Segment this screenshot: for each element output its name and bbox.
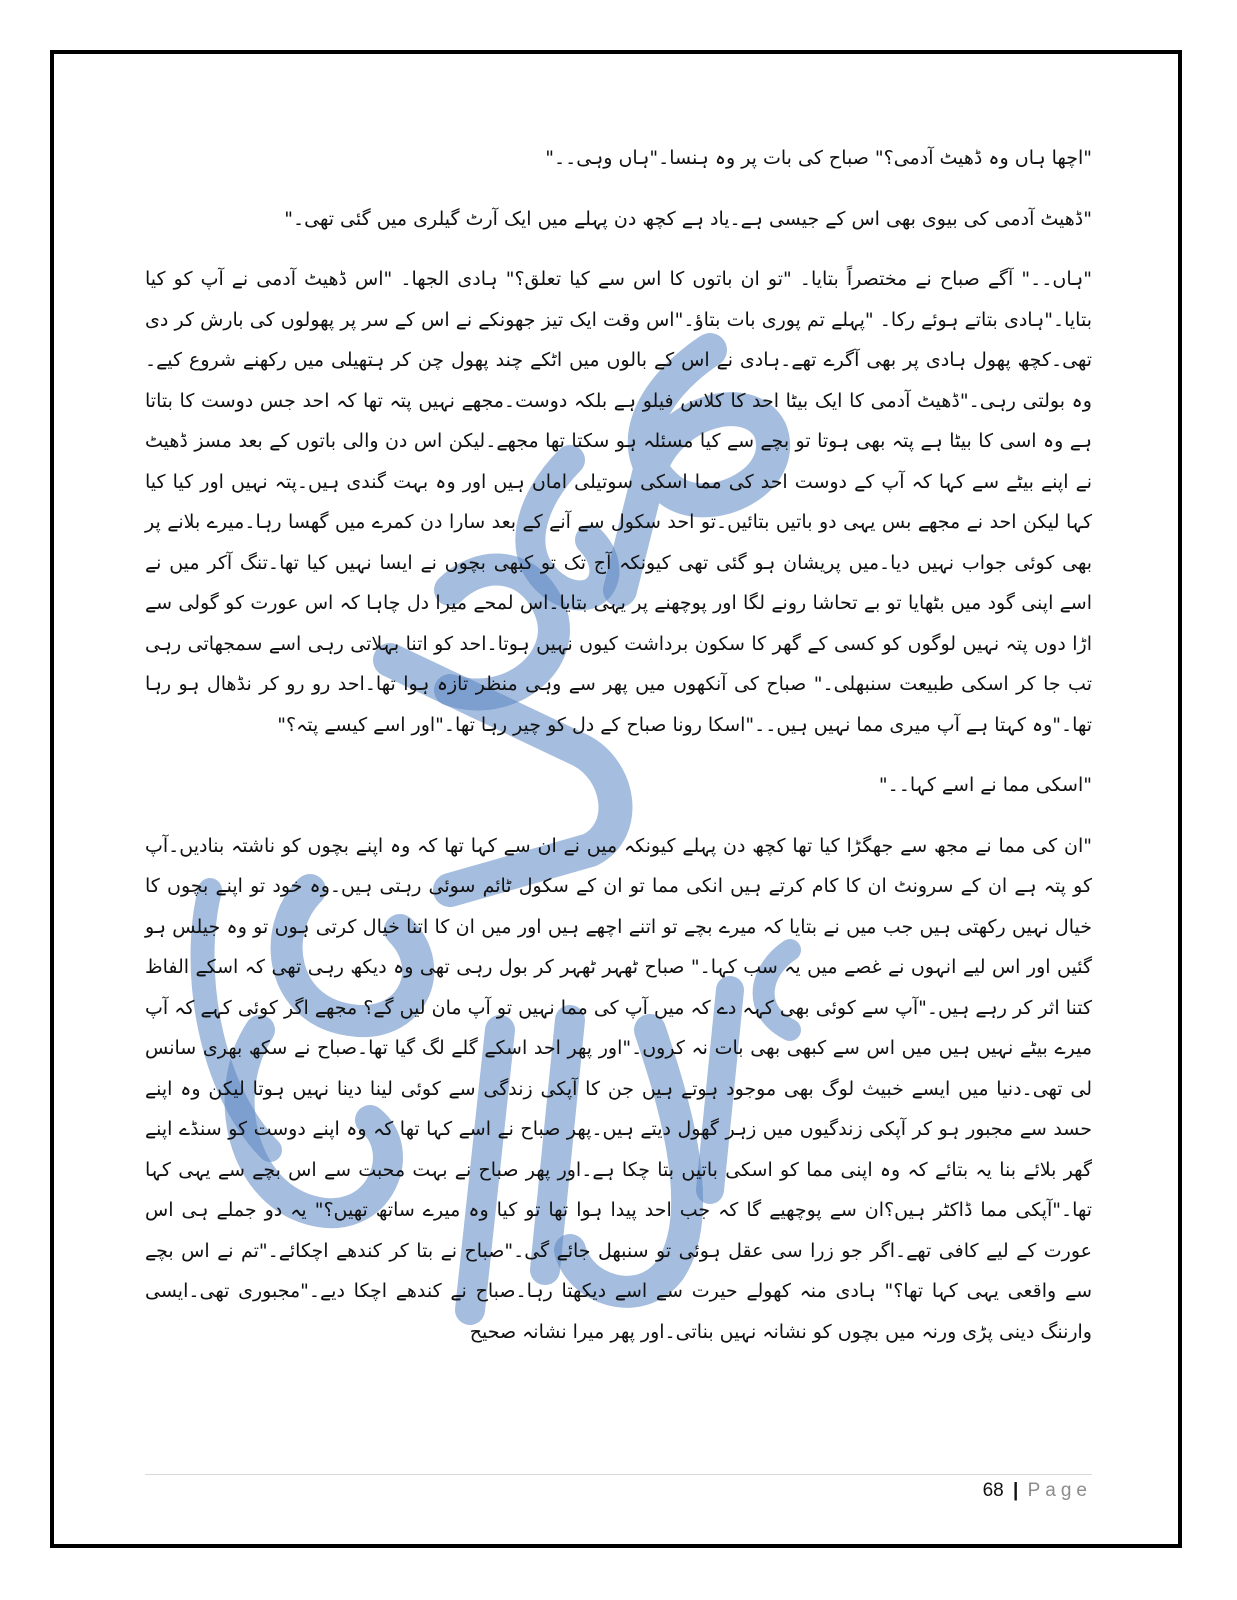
document-body (145, 138, 1092, 1372)
page-footer (983, 1480, 1092, 1502)
paragraph-1: "اچھا ہاں وہ ڈھیٹ آدمی؟" صباح کی بات پر وہ ہنسا۔"ہاں وہی۔۔" (545, 147, 1092, 169)
page-label: Page (1027, 1480, 1092, 1501)
footer-separator: | (1013, 1480, 1019, 1501)
footer-divider (145, 1474, 1092, 1475)
page-number: 68 (982, 1480, 1004, 1501)
paragraph-4: "اسکی مما نے اسے کہا۔۔" (878, 774, 1092, 796)
paragraph-2: "ڈھیٹ آدمی کی بیوی بھی اس کے جیسی ہے۔یاد ہے کچھ دن پہلے میں ایک آرٹ گیلری میں گئی تھی۔" (284, 207, 1092, 230)
paragraph-5: "ان کی مما نے مجھ سے جھگڑا کیا تھا کچھ دن پہلے کیونکہ میں نے ان سے کہا تھا کہ وہ اپنے بچوں کو ناشتہ بنادیں۔آپ کو پتہ ہے ان کے سرونٹ ان کا کام کرتے ہیں انکی مما تو ان کے سکول ٹائم سوئی رہتی ہیں۔وہ خود تو اپنے بچوں کا خیال نہیں رکھتی ہیں جب میں نے بتایا کہ میرے بچے تو اتنے اچھے ہیں اور میں ان کا اتنا خیال کرتی ہوں تو وہ جیلس ہو گئیں اور اس لیے انہوں نے غصے میں یہ سب کہا۔" صباح ٹھہر ٹھہر کر بول رہی تھی وہ دیکھ رہی تھی کہ اسکے الفاظ کتنا اثر کر رہے ہیں۔"آپ سے کوئی بھی کہہ دے کہ میں آپ کی مما نہیں تو آپ مان لیں گے؟ مجھے اگر کوئی کہے کہ آپ میرے بیٹے نہیں ہیں میں اس سے کبھی بھی بات نہ کروں۔"اور پھر احد اسکے گلے لگ گیا تھا۔صباح نے سکھ بھری سانس لی تھی۔دنیا میں ایسے خبیث لوگ بھی موجود ہوتے ہیں جن کا آپکی زندگی سے کوئی لینا دینا نہیں ہوتا لیکن وہ اپنے حسد سے مجبور ہو کر آپکی زندگیوں میں زہر گھول دیتے ہیں۔پھر صباح نے اسے کہا تھا کہ وہ اپنے دوست کو سنڈے اپنے گھر بلائے بنا یہ بتائے کہ وہ اپنی مما کو اسکی باتیں بتا چکا ہے۔اور پھر صباح نے بہت محبت سے اس بچے سے یہی کہا تھا۔"آپکی مما ڈاکٹر ہیں؟ان سے پوچھیے گا کہ جب احد پیدا ہوا تھا تو کیا وہ میرے ساتھ تھیں؟" یہ دو جملے ہی اس عورت کے لیے کافی تھے۔اگر جو زرا سی عقل ہوئی تو سنبھل جائے گی۔"صباح نے بتا کر کندھے اچکائے۔"تم نے اس بچے سے واقعی یہی کہا تھا؟" ہادی منہ کھولے حیرت سے اسے دیکھتا رہا۔صباح نے کندھے اچکا دیے۔"مجبوری تھی۔ایسی وارننگ دینی پڑی ورنہ میں بچوں کو نشانہ نہیں بناتی۔اور پھر میرا نشانہ صحیح (145, 834, 1093, 1343)
paragraph-3: "ہاں۔۔" آگے صباح نے مختصراً بتایا۔ "تو ان باتوں کا اس سے کیا تعلق؟" ہادی الجھا۔ "اس ڈھیٹ آدمی نے آپ کو کیا بتایا۔"ہادی بتاتے ہوئے رکا۔ "پہلے تم پوری بات بتاؤ۔"اس وقت ایک تیز جھونکے نے اس کے سر پر پھولوں کی بارش کر دی تھی۔کچھ پھول ہادی پر بھی آگرے تھے۔ہادی نے اس کے بالوں میں اٹکے چند پھول چن کر ہتھیلی میں رکھنے شروع کیے۔وہ بولتی رہی۔"ڈھیٹ آدمی کا ایک بیٹا احد کا کلاس فیلو ہے بلکہ دوست۔مجھے نہیں پتہ تھا کہ احد جس دوست کا بتاتا ہے وہ اسی کا بیٹا ہے پتہ بھی ہوتا تو بچے سے کیا مسئلہ ہو سکتا تھا مجھے۔لیکن اس دن والی باتوں کے بعد مسز ڈھیٹ نے اپنے بیٹے سے کہا کہ آپ کے دوست احد کی مما اسکی سوتیلی اماں ہیں اور وہ بہت گندی ہیں۔پتہ نہیں اور کیا کیا کہا لیکن احد نے مجھے بس یہی دو باتیں بتائیں۔تو احد سکول سے آنے کے بعد سارا دن کمرے میں گھسا رہا۔میرے بلانے پر بھی کوئی جواب نہیں دیا۔میں پریشان ہو گئی تھی کیونکہ آج تک تو کبھی بچوں نے ایسا نہیں کیا تھا۔تنگ آکر میں نے اسے اپنی گود میں بٹھایا تو بے تحاشا رونے لگا اور پوچھنے پر یہی بتایا۔اس لمحے میرا دل چاہا کہ اس عورت کو گولی سے اڑا دوں پتہ نہیں لوگوں کو کسی کے گھر کا سکون برداشت کیوں نہیں ہوتا۔احد کو اتنا بہلاتی رہی اسے سمجھاتی رہی تب جا کر اسکی طبیعت سنبھلی۔" صباح کی آنکھوں میں پھر سے وہی منظر تازہ ہوا تھا۔احد رو رو کر نڈھال ہو رہا تھا۔"وہ کہتا ہے آپ میری مما نہیں ہیں۔۔"اسکا رونا صباح کے دل کو چیر رہا تھا۔"اور اسے کیسے پتہ؟" (145, 268, 1092, 736)
